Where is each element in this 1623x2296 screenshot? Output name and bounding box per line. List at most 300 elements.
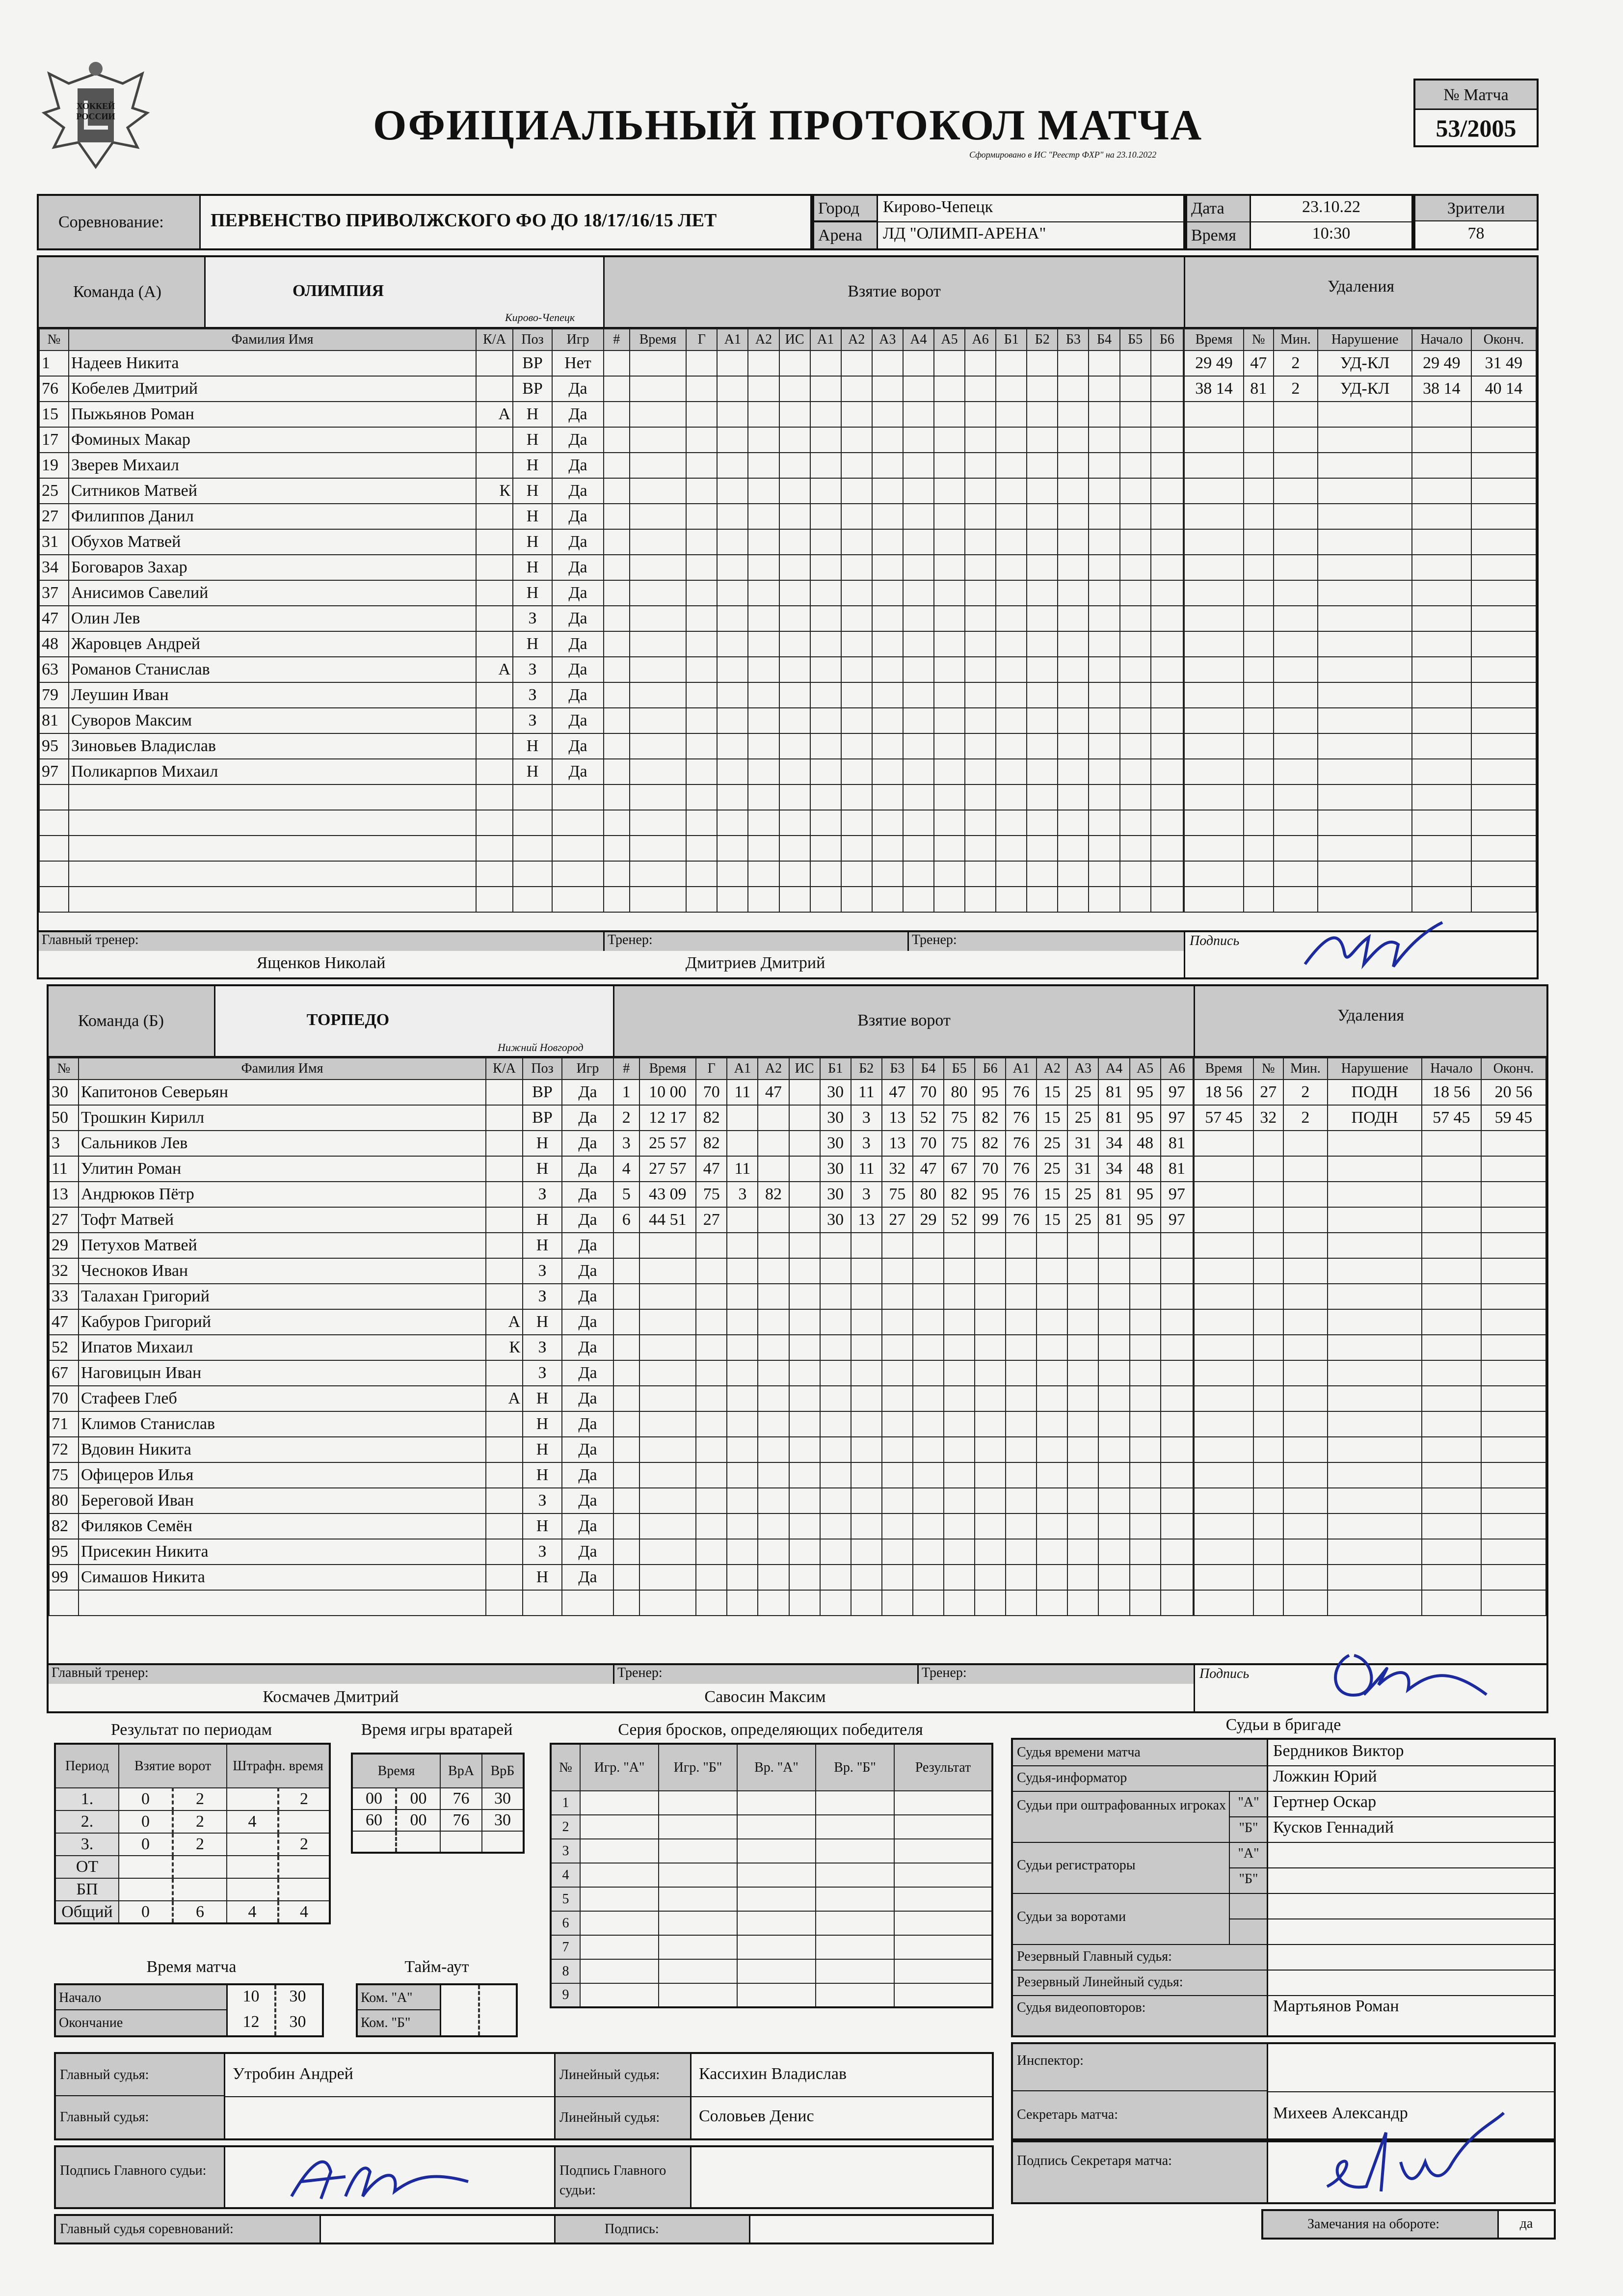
period-row <box>55 1856 330 1878</box>
player-row <box>39 861 604 887</box>
goal-cell <box>696 1411 727 1437</box>
goal-cell <box>1037 1233 1067 1258</box>
pen-player: 47 <box>1244 351 1274 376</box>
goal-cell <box>1130 1488 1161 1513</box>
player-row <box>49 1284 613 1309</box>
player-position: З <box>513 682 552 708</box>
team-a-label: Команда (А) <box>39 257 206 327</box>
pen-infraction <box>1318 606 1412 631</box>
goal-cell: 3 <box>851 1182 882 1207</box>
arena-label: Арена <box>814 222 878 248</box>
period-goals-b <box>173 1856 227 1878</box>
goal-cell <box>779 580 810 606</box>
player-role <box>476 351 513 376</box>
ref-goal-judges-label: Судьи за воротами <box>1017 1909 1126 1924</box>
goal-cell <box>913 1309 944 1335</box>
pen-col-header: Время <box>1194 1058 1253 1080</box>
goal-cell: 76 <box>1006 1156 1037 1182</box>
pen-player <box>1244 478 1274 504</box>
pen-start <box>1422 1565 1481 1590</box>
goal-cell <box>903 351 934 376</box>
player-position <box>513 784 552 810</box>
goal-cell <box>841 580 872 606</box>
goal-cell <box>686 427 717 453</box>
goal-number <box>613 1386 639 1411</box>
player-row <box>39 580 604 606</box>
team-a-head-coach-label: Главный тренер: <box>39 932 603 951</box>
player-row <box>39 529 604 555</box>
goal-cell <box>758 1335 789 1360</box>
goal-cell <box>1037 1437 1067 1462</box>
shootout-cell <box>737 1815 816 1839</box>
goal-time <box>630 682 687 708</box>
pen-time <box>1194 1207 1253 1233</box>
goal-time <box>630 810 687 836</box>
pen-start <box>1412 682 1471 708</box>
pen-end <box>1481 1462 1546 1488</box>
goal-cell <box>851 1360 882 1386</box>
goal-cell: 29 <box>913 1207 944 1233</box>
goal-time-sec: 09 <box>665 1185 687 1203</box>
goal-cell <box>717 733 748 759</box>
player-role <box>476 759 513 784</box>
goal-time <box>639 1284 696 1309</box>
goal-number <box>604 810 630 836</box>
pen-end <box>1471 402 1536 427</box>
goal-cell <box>975 1335 1006 1360</box>
penalty-row <box>1184 784 1536 810</box>
goal-cell <box>1058 733 1089 759</box>
goal-cell <box>686 861 717 887</box>
goal-cell <box>872 606 903 631</box>
goal-cell <box>810 657 841 682</box>
goal-cell: 48 <box>1130 1156 1161 1182</box>
pen-start <box>1422 1156 1481 1182</box>
player-row <box>49 1309 613 1335</box>
goal-number <box>604 836 630 861</box>
shootout-cell <box>659 1935 737 1959</box>
goal-cell: 34 <box>1098 1131 1129 1156</box>
goal-cell <box>944 1437 975 1462</box>
goals-col-header: ИС <box>789 1058 820 1080</box>
player-role <box>486 1539 523 1565</box>
period-pen-a <box>227 1833 278 1856</box>
goal-cell <box>696 1233 727 1258</box>
player-played: Да <box>552 529 604 555</box>
goal-cell <box>758 1156 789 1182</box>
goal-cell <box>810 887 841 912</box>
goal-cell <box>996 478 1027 504</box>
pen-start <box>1422 1513 1481 1539</box>
goal-time-sec: 57 <box>665 1160 687 1178</box>
goal-row <box>604 784 1183 810</box>
goal-number <box>604 784 630 810</box>
goal-row <box>613 1335 1193 1360</box>
goal-cell <box>758 1437 789 1462</box>
player-number <box>39 887 69 912</box>
pen-start <box>1412 453 1471 478</box>
pen-player <box>1244 682 1274 708</box>
goal-cell <box>903 402 934 427</box>
goal-cell <box>975 1539 1006 1565</box>
player-position: З <box>513 708 552 733</box>
goal-cell <box>1027 810 1058 836</box>
goal-cell <box>965 529 996 555</box>
goal-cell <box>872 478 903 504</box>
goal-cell <box>872 351 903 376</box>
goal-cell <box>717 402 748 427</box>
team-b-name: ТОРПЕДО <box>306 1011 390 1029</box>
goal-cell <box>882 1565 913 1590</box>
pen-end <box>1471 708 1536 733</box>
player-role <box>476 504 513 529</box>
pen-time <box>1194 1335 1253 1360</box>
pen-player <box>1244 504 1274 529</box>
pen-time <box>1184 631 1244 657</box>
goal-cell <box>820 1462 851 1488</box>
pen-player <box>1244 453 1274 478</box>
goal-cell: 76 <box>1006 1182 1037 1207</box>
pen-col-header: № <box>1244 329 1274 351</box>
penalty-row <box>1194 1182 1546 1207</box>
goal-cell <box>820 1513 851 1539</box>
player-played: Да <box>562 1233 613 1258</box>
goal-cell <box>686 376 717 402</box>
goals-col-header: ИС <box>779 329 810 351</box>
goal-cell <box>810 427 841 453</box>
match-time-title: Время матча <box>146 1958 237 1976</box>
player-played: Да <box>552 453 604 478</box>
goal-cell <box>944 1488 975 1513</box>
goal-time <box>639 1258 696 1284</box>
pen-end <box>1481 1131 1546 1156</box>
goal-cell <box>965 402 996 427</box>
pen-infraction <box>1328 1539 1422 1565</box>
player-number: 97 <box>39 759 69 784</box>
pen-minutes <box>1283 1539 1328 1565</box>
player-name: Кабуров Григорий <box>79 1309 486 1335</box>
goal-cell <box>882 1284 913 1309</box>
pen-time <box>1184 836 1244 861</box>
shootout-cell <box>894 1839 992 1863</box>
goal-cell <box>1161 1513 1193 1539</box>
goal-cell <box>779 631 810 657</box>
team-b-coaches <box>49 1663 1546 1711</box>
generated-note: Сформировано в ИС "Реестр ФХР" на 23.10.2022 <box>969 150 1157 160</box>
pen-end <box>1481 1565 1546 1590</box>
goal-cell <box>965 784 996 810</box>
goal-cell <box>779 376 810 402</box>
goal-row <box>604 606 1183 631</box>
goal-cell: 82 <box>696 1105 727 1131</box>
city-label: Город <box>814 196 878 221</box>
goal-cell <box>748 427 779 453</box>
goal-cell <box>851 1411 882 1437</box>
goal-row <box>613 1080 1193 1105</box>
penalty-row <box>1184 453 1536 478</box>
goal-row <box>604 708 1183 733</box>
player-number: 25 <box>39 478 69 504</box>
player-role <box>486 1462 523 1488</box>
goal-cell: 75 <box>696 1182 727 1207</box>
team-a-signature <box>1295 918 1452 976</box>
goal-number <box>604 682 630 708</box>
pen-start <box>1422 1233 1481 1258</box>
goals-col-header: А1 <box>717 329 748 351</box>
line-ref-label-1: Линейный судья: <box>554 2054 692 2096</box>
player-position <box>523 1590 562 1616</box>
goal-cell: 13 <box>882 1105 913 1131</box>
goal-cell <box>686 555 717 580</box>
pen-minutes <box>1274 759 1318 784</box>
goal-cell <box>1130 1233 1161 1258</box>
player-number: 79 <box>39 682 69 708</box>
goal-cell <box>996 555 1027 580</box>
player-position: ВР <box>513 351 552 376</box>
ref-penalty-box-label: Судьи при оштрафованных игроках <box>1017 1798 1226 1813</box>
goal-number: 2 <box>613 1105 639 1131</box>
pen-end <box>1471 529 1536 555</box>
remarks-value: да <box>1519 2216 1533 2231</box>
goal-cell <box>872 887 903 912</box>
goal-number <box>613 1539 639 1565</box>
pen-time <box>1184 427 1244 453</box>
goal-cell: 13 <box>851 1207 882 1233</box>
goal-cell <box>903 759 934 784</box>
shootout-cell <box>659 1791 737 1815</box>
main-ref-sign-label: Подпись Главного судьи: <box>56 2147 225 2207</box>
team-a-penalties-table <box>1184 328 1537 913</box>
goal-cell <box>841 453 872 478</box>
player-role: А <box>476 402 513 427</box>
goal-cell <box>789 1207 820 1233</box>
pen-start: 38 14 <box>1412 376 1471 402</box>
goals-col-header: А2 <box>1037 1058 1067 1080</box>
team-b-signature-label: Подпись <box>1199 1666 1250 1681</box>
pen-minutes: 2 <box>1283 1105 1328 1131</box>
player-name: Климов Станислав <box>79 1411 486 1437</box>
goal-cell <box>758 1233 789 1258</box>
goal-cell <box>1037 1309 1067 1335</box>
goal-cell <box>851 1513 882 1539</box>
goal-cell <box>1130 1411 1161 1437</box>
shootout-number: 3 <box>551 1839 580 1863</box>
goal-cell <box>779 784 810 810</box>
timeout-box <box>356 1983 518 2037</box>
ref-video: Мартьянов Роман <box>1273 1997 1399 2015</box>
goal-cell <box>882 1386 913 1411</box>
competition-chief-label: Главный судья соревнований: <box>56 2216 321 2242</box>
goal-number <box>613 1565 639 1590</box>
pen-infraction <box>1318 427 1412 453</box>
pen-start <box>1422 1462 1481 1488</box>
pen-minutes <box>1274 529 1318 555</box>
pen-minutes <box>1274 631 1318 657</box>
goal-row <box>604 478 1183 504</box>
goal-cell <box>1037 1335 1067 1360</box>
goal-cell <box>965 376 996 402</box>
goal-cell <box>903 810 934 836</box>
goal-cell <box>810 733 841 759</box>
goals-col-header: Б4 <box>1089 329 1119 351</box>
pen-minutes <box>1283 1590 1328 1616</box>
player-number: 47 <box>39 606 69 631</box>
pen-infraction <box>1328 1284 1422 1309</box>
pen-player <box>1253 1462 1283 1488</box>
goalie-time-min: 60 <box>352 1810 396 1831</box>
goal-cell <box>903 631 934 657</box>
player-row <box>49 1411 613 1437</box>
goal-cell <box>686 453 717 478</box>
goal-cell <box>903 784 934 810</box>
player-played: Да <box>562 1105 613 1131</box>
pen-player <box>1253 1488 1283 1513</box>
goal-cell <box>1098 1462 1129 1488</box>
player-played: Да <box>552 427 604 453</box>
pen-time: 38 14 <box>1184 376 1244 402</box>
player-role <box>486 1258 523 1284</box>
goal-cell <box>748 402 779 427</box>
goal-number <box>604 478 630 504</box>
goal-cell <box>996 631 1027 657</box>
goal-cell <box>965 427 996 453</box>
goal-cell <box>1027 427 1058 453</box>
player-number: 50 <box>49 1105 79 1131</box>
player-row <box>49 1156 613 1182</box>
goal-cell <box>779 351 810 376</box>
goal-cell <box>1098 1360 1129 1386</box>
line-ref-1: Кассихин Владислав <box>699 2065 847 2083</box>
pen-end <box>1481 1258 1546 1284</box>
shootout-cell <box>580 1959 659 1983</box>
player-name: Петухов Матвей <box>79 1233 486 1258</box>
goal-cell <box>758 1284 789 1309</box>
goal-cell <box>1161 1590 1193 1616</box>
player-position: Н <box>523 1437 562 1462</box>
roster-col-header: Фамилия Имя <box>69 329 476 351</box>
player-position: Н <box>523 1386 562 1411</box>
player-name <box>69 861 476 887</box>
goal-time <box>639 1080 696 1105</box>
player-row <box>49 1488 613 1513</box>
goal-cell <box>965 631 996 657</box>
player-row <box>49 1233 613 1258</box>
goal-cell: 70 <box>696 1080 727 1105</box>
goal-cell: 82 <box>975 1105 1006 1131</box>
roster-col-header: № <box>39 329 69 351</box>
player-role <box>476 784 513 810</box>
goal-cell <box>758 1207 789 1233</box>
goal-cell <box>996 759 1027 784</box>
pen-time <box>1184 733 1244 759</box>
penalty-row <box>1184 733 1536 759</box>
roster-header-row <box>39 329 604 351</box>
goal-cell <box>1120 376 1151 402</box>
goal-cell: 32 <box>882 1156 913 1182</box>
goal-cell <box>944 1309 975 1335</box>
goal-cell <box>903 478 934 504</box>
pen-minutes: 2 <box>1283 1080 1328 1105</box>
goal-cell <box>717 453 748 478</box>
goals-col-header: Б3 <box>882 1058 913 1080</box>
goal-cell <box>1161 1437 1193 1462</box>
goal-cell <box>1151 810 1183 836</box>
player-name: Зиновьев Владислав <box>69 733 476 759</box>
goal-cell <box>758 1309 789 1335</box>
main-ref-sign-label-2: Подпись Главного судьи: <box>554 2147 692 2207</box>
player-position: ВР <box>523 1080 562 1105</box>
player-number: 70 <box>49 1386 79 1411</box>
goal-cell: 97 <box>1161 1182 1193 1207</box>
player-number: 80 <box>49 1488 79 1513</box>
player-number: 27 <box>39 504 69 529</box>
goal-cell <box>1089 810 1119 836</box>
goal-number: 4 <box>613 1156 639 1182</box>
goal-cell <box>1151 478 1183 504</box>
goal-cell <box>1120 504 1151 529</box>
ref-penalty-b: Кусков Геннадий <box>1273 1818 1394 1837</box>
goal-cell <box>717 836 748 861</box>
goal-cell <box>934 708 965 733</box>
goal-number: 1 <box>613 1080 639 1105</box>
competition-chief-box <box>54 2214 994 2244</box>
goal-cell <box>1027 376 1058 402</box>
goal-cell <box>1089 376 1119 402</box>
pen-start <box>1412 657 1471 682</box>
goal-cell <box>1058 504 1089 529</box>
goal-cell <box>696 1437 727 1462</box>
player-number: 30 <box>49 1080 79 1105</box>
goal-cell <box>1058 836 1089 861</box>
goal-cell <box>717 555 748 580</box>
goal-cell <box>686 733 717 759</box>
pen-player <box>1253 1284 1283 1309</box>
player-played: Да <box>562 1513 613 1539</box>
goal-cell: 15 <box>1037 1080 1067 1105</box>
pen-end <box>1471 861 1536 887</box>
team-b-label: Команда (Б) <box>49 986 215 1056</box>
pen-player <box>1253 1565 1283 1590</box>
pen-infraction: УД-КЛ <box>1318 376 1412 402</box>
goal-cell <box>1151 580 1183 606</box>
goal-cell <box>841 351 872 376</box>
goals-col-header: Б1 <box>820 1058 851 1080</box>
pen-infraction <box>1328 1437 1422 1462</box>
goal-cell <box>1130 1386 1161 1411</box>
pen-player <box>1244 810 1274 836</box>
pen-time <box>1184 529 1244 555</box>
player-name: Романов Станислав <box>69 657 476 682</box>
match-end-min: 30 <box>289 2013 306 2031</box>
goal-cell <box>820 1360 851 1386</box>
goal-cell <box>1151 427 1183 453</box>
goal-row <box>604 631 1183 657</box>
goal-cell <box>1161 1488 1193 1513</box>
goal-cell <box>820 1386 851 1411</box>
logo-text: ХОККЕЙ РОССИИ <box>76 101 115 121</box>
pen-minutes <box>1283 1437 1328 1462</box>
period-row <box>55 1901 330 1923</box>
goal-time <box>630 887 687 912</box>
player-played: Да <box>562 1309 613 1335</box>
goal-cell <box>727 1462 758 1488</box>
goal-cell <box>975 1513 1006 1539</box>
goal-cell: 81 <box>1098 1080 1129 1105</box>
player-row <box>39 631 604 657</box>
shootout-row <box>551 1815 992 1839</box>
goal-cell <box>686 504 717 529</box>
pen-infraction <box>1328 1309 1422 1335</box>
